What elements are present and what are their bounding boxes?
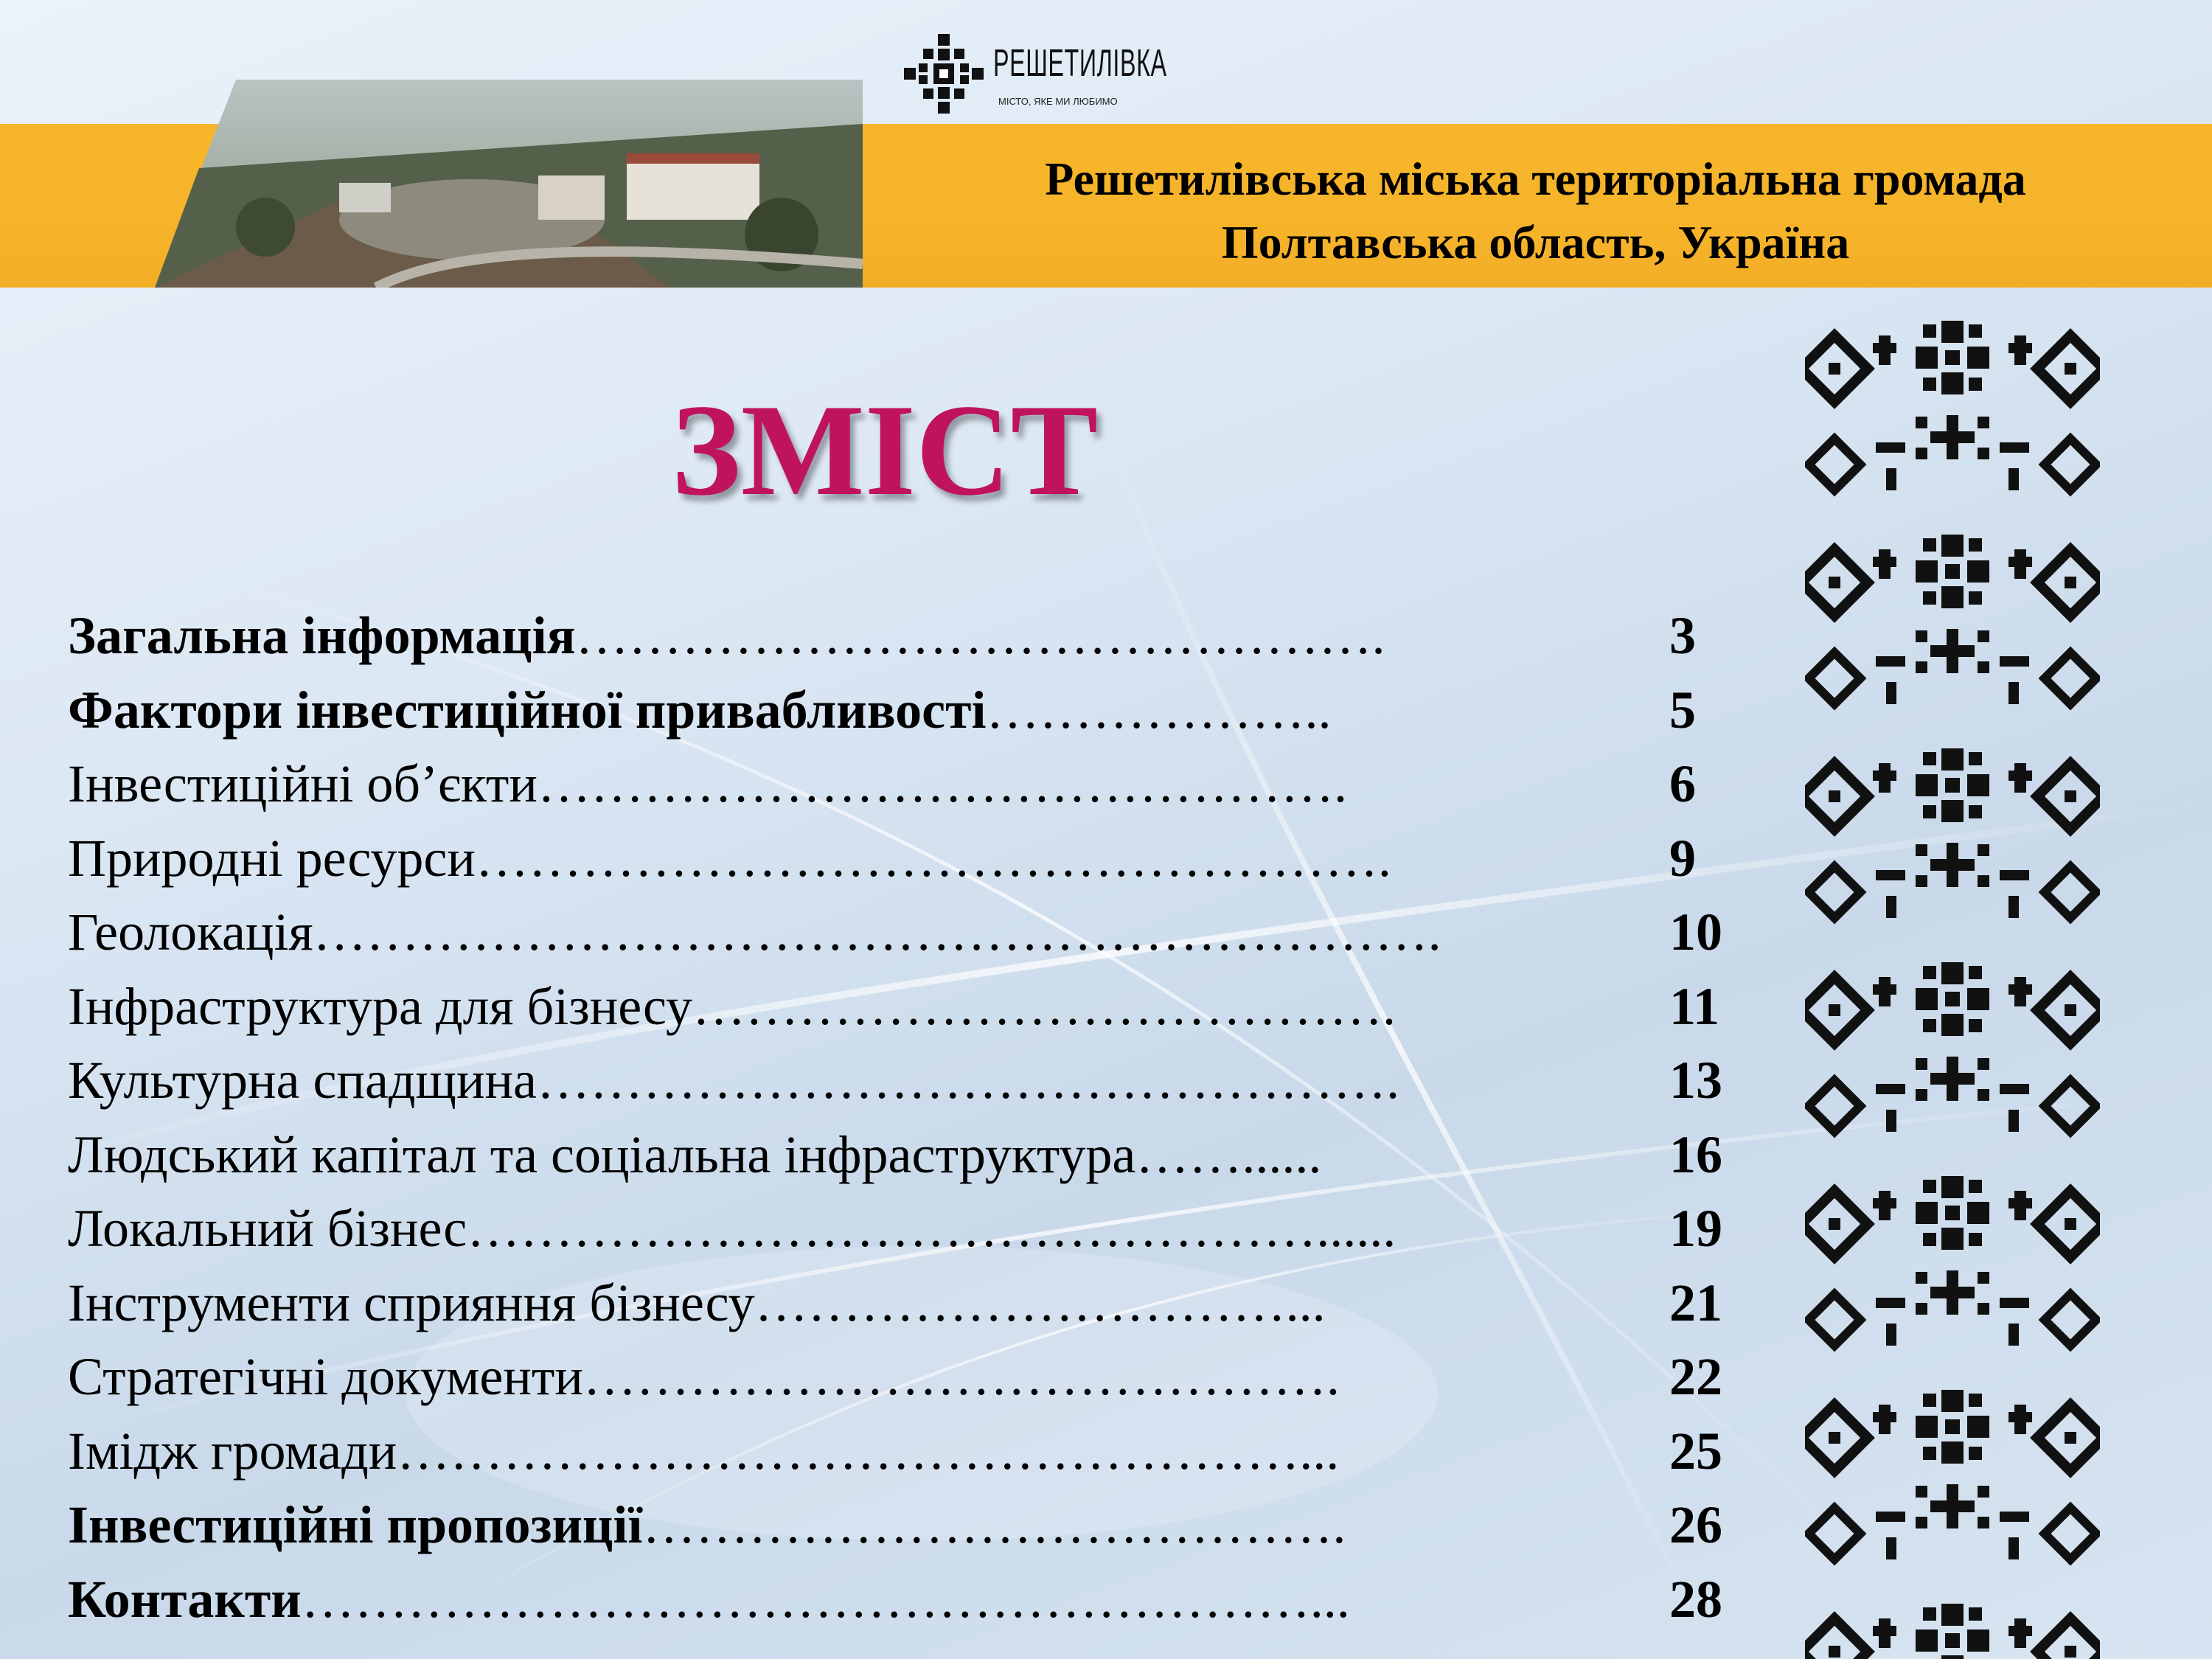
toc-item[interactable]: [68, 1192, 1778, 1266]
toc-item[interactable]: [68, 1043, 1778, 1118]
toc-item[interactable]: [68, 1414, 1778, 1489]
toc-item-page-number: 3: [1669, 606, 1696, 665]
toc-item-leader-dots: ……………………………………………………….: [313, 902, 1441, 961]
toc-item[interactable]: [68, 821, 1778, 896]
toc-item-entry: [68, 1043, 1399, 1117]
toc-item-page-number: 28: [1669, 1569, 1722, 1629]
toc-item-leader-dots: ……......: [1135, 1124, 1322, 1184]
toc-item[interactable]: [68, 747, 1778, 821]
header-title: [900, 147, 2171, 274]
toc-item-page-number: 19: [1669, 1199, 1722, 1258]
toc-item[interactable]: [68, 1118, 1778, 1192]
toc-item-label: Імідж громади: [68, 1421, 397, 1481]
toc-item-entry: [68, 1118, 1321, 1192]
toc-item-entry: [68, 970, 1396, 1043]
toc-item-entry: [68, 821, 1391, 895]
toc-item-entry: [68, 673, 1331, 747]
toc-item-leader-dots: …………………………...: [754, 1273, 1326, 1332]
toc-item-page-number: 10: [1669, 902, 1722, 961]
toc-item[interactable]: [68, 599, 1778, 673]
toc-item-label: Геолокація: [68, 902, 313, 961]
toc-item-label: Культурна спадщина: [68, 1051, 538, 1110]
toc-item-page-number: 16: [1669, 1124, 1722, 1184]
toc-item-leader-dots: …………………………………….: [582, 1347, 1340, 1406]
toc-item-entry: [68, 1414, 1339, 1488]
toc-item[interactable]: [68, 895, 1778, 970]
toc-item-entry: [68, 1488, 1346, 1562]
toc-item-label: Інвестиційні пропозиції: [68, 1495, 643, 1554]
toc-item-leader-dots: ……………………………………….: [537, 754, 1347, 813]
toc-item-page-number: 9: [1669, 828, 1696, 888]
toc-item-label: Інструменти сприяння бізнесу: [68, 1273, 755, 1332]
toc-item-leader-dots: …………………………………………………...: [301, 1569, 1350, 1629]
toc-item-label: Інфраструктура для бізнесу: [68, 976, 693, 1036]
logo-slogan: МІСТО, ЯКЕ МИ ЛЮБИМО: [998, 96, 1118, 107]
toc-item-page-number: 5: [1669, 680, 1696, 740]
toc-item-label: Локальний бізнес: [68, 1199, 467, 1258]
toc-item[interactable]: [68, 1266, 1778, 1340]
toc-item-entry: [68, 1340, 1340, 1413]
toc-item-leader-dots: ………………………………….: [642, 1495, 1346, 1554]
toc-item-entry: [68, 599, 1385, 672]
toc-item-label: Загальна інформація: [68, 606, 576, 665]
toc-item-page-number: 26: [1669, 1495, 1722, 1554]
toc-item[interactable]: [68, 1340, 1778, 1414]
toc-item-entry: [68, 1192, 1396, 1265]
toc-item-label: Інвестиційні об’єкти: [68, 754, 538, 813]
toc-item-entry: [68, 895, 1441, 969]
embroidery-strip-ornament: [1805, 291, 2100, 1659]
embroidery-ornament-icon: [901, 31, 987, 116]
toc-item-entry: [68, 1266, 1326, 1340]
toc-item-entry: [68, 1562, 1350, 1636]
logo: [901, 31, 1166, 116]
aerial-town-photo: [155, 80, 863, 288]
toc-item-page-number: 11: [1669, 976, 1720, 1036]
table-of-contents: [68, 599, 1778, 1636]
toc-item-page-number: 13: [1669, 1051, 1722, 1110]
toc-item-leader-dots: ………………..: [986, 680, 1332, 740]
toc-item-label: Стратегічні документи: [68, 1347, 583, 1406]
header-title-line1: Решетилівська міська територіальна громада: [1045, 153, 2026, 205]
toc-item-page-number: 6: [1669, 754, 1696, 813]
toc-item-label: Природні ресурси: [68, 828, 476, 888]
toc-item-label: Контакти: [68, 1569, 302, 1629]
toc-item-leader-dots: ………………………………….: [692, 976, 1397, 1036]
toc-item-leader-dots: ……………………………………………...: [397, 1421, 1340, 1481]
toc-item[interactable]: [68, 1562, 1778, 1637]
toc-item-label: Фактори інвестиційної привабливості: [68, 680, 987, 740]
toc-item-leader-dots: ………………………………………….: [537, 1051, 1400, 1110]
toc-item-page-number: 21: [1669, 1273, 1722, 1332]
toc-item-leader-dots: ……………………………………….: [575, 606, 1385, 665]
toc-item-page-number: 25: [1669, 1421, 1722, 1481]
toc-item-leader-dots: …………………………………………......: [467, 1199, 1397, 1258]
header-title-line2: Полтавська область, Україна: [1221, 216, 1850, 268]
toc-item-page-number: 22: [1669, 1347, 1722, 1406]
toc-item[interactable]: [68, 1488, 1778, 1562]
toc-item-label: Людський капітал та соціальна інфраструктура: [68, 1124, 1136, 1184]
toc-item-leader-dots: …………………………………………….: [475, 828, 1391, 888]
toc-item[interactable]: [68, 970, 1778, 1044]
page-title: ЗМІСТ: [671, 377, 1099, 523]
toc-item-entry: [68, 747, 1347, 821]
toc-item[interactable]: [68, 673, 1778, 748]
logo-name: РЕШЕТИЛІВКА: [993, 42, 1167, 85]
